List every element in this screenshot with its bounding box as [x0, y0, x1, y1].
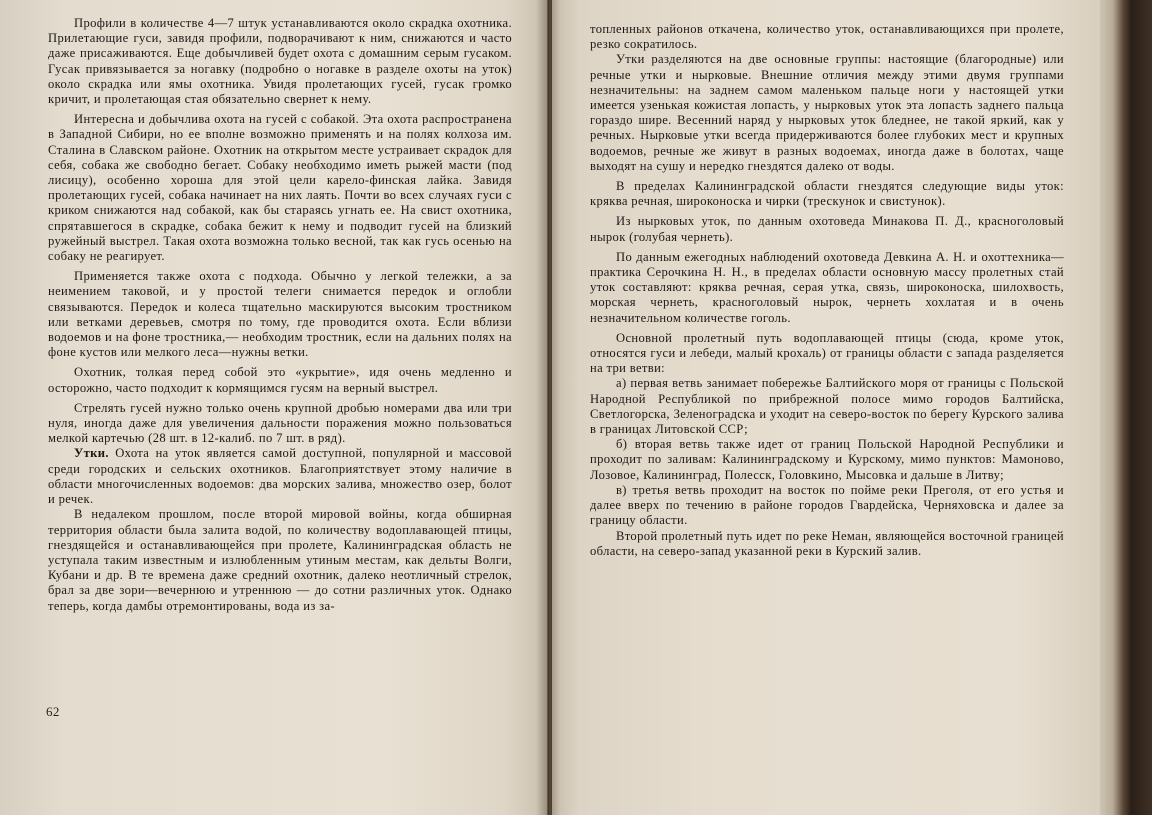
paragraph: б) вторая ветвь также идет от границ Польской Народной Республики и проходит по заливам: Калининградскому и Курскому, мимо пунктов: Мамоново, Лозовое, Калининград, Полесск, Головкино, Мысовка и дальше в Литву; — [590, 437, 1064, 482]
paragraph: Стрелять гусей нужно только очень крупной дробью номерами два или три нуля, иногда даже для увеличения дальности поражения можно пользоваться мелкой картечью (28 шт. в 12-калиб. по 7 шт. в ряд). — [48, 400, 512, 446]
page-number: 62 — [46, 704, 60, 719]
ducks-paragraph — [48, 446, 512, 507]
paragraph: Профили в количестве 4—7 штук устанавливаются около скрадка охотника. Прилетающие гуси, завидя профили, подворачивают к ним, снижаются и часто даже присаживаются. Еще добычливей будет охота с домашним серым гусаком. Гусак привязывается за ногавку (подробно о ногавке в разделе охоты на уток) около скрадка или ямы охотника. Увидя пролетающих гусей, гусак громко кричит, и пролетающая стая обязательно свернет к нему. — [48, 16, 512, 107]
paragraph: Применяется также охота с подхода. Обычно у легкой тележки, а за неимением таковой, и у простой телеги снимается передок и оглобли связываются. Передок и колеса тщательно маскируются высоким тростником или ветками деревьев, смотря по тому, где проводится охота. Если вблизи водоемов и на фоне тростника,— необходим тростник, если на дальних полях на фоне кустов или мелкого леса—нужны ветки. — [48, 269, 512, 360]
ducks-heading: Утки. — [74, 446, 109, 461]
paragraph: Из нырковых уток, по данным охотоведа Минакова П. Д., красноголовый нырок (голубая чернеть). — [590, 214, 1064, 244]
right-page — [552, 0, 1100, 815]
book-edge — [1100, 0, 1152, 815]
paragraph: Второй пролетный путь идет по реке Неман, являющейся восточной границей области, на северо-запад указанной реки в Курский залив. — [590, 528, 1064, 558]
ducks-text: Охота на уток является самой доступной, популярной и массовой среди городских и сельских охотников. Благоприятствует этому наличие в области многочисленных водоемов: два морских залива, множество озер, болот и речек. — [48, 446, 512, 507]
paragraph: Основной пролетный путь водоплавающей птицы (сюда, кроме уток, относятся гуси и лебеди, малый крохаль) от границы области с запада разделяется на три ветви: — [590, 330, 1064, 376]
paragraph: а) первая ветвь занимает побережье Балтийского моря от границы с Польской Народной Республикой по прибрежной полосе мимо городов Балтийска, Светлогорска, Зеленоградска и уходит на северо-восток по берегу Курского залива в границах Литовской ССР; — [590, 376, 1064, 437]
left-page — [0, 0, 548, 815]
continued-paragraph: топленных районов откачена, количество уток, останавливающихся при пролете, резко сократилось. — [590, 22, 1064, 52]
paragraph: По данным ежегодных наблюдений охотоведа Девкина А. Н. и охоттехника—практика Серочкина Н. Н., в пределах области основную массу пролетных стай уток составляют: кряква речная, серая утка, связь, широконоска, шилохвость, морская чернеть, красноголовый нырок, чернеть хохлатая и в очень незначительном количестве гоголь. — [590, 249, 1064, 325]
paragraph: Интересна и добычлива охота на гусей с собакой. Эта охота распространена в Западной Сибири, но ее вполне возможно применять и на полях колхоза им. Сталина в Славском районе. Охотник на открытом месте устраивает скрадок для себя, собака же свободно бегает. Собаку необходимо иметь рыжей масти (под лисицу), особенно хороша для этой цели карело-финская лайка. Завидя пролетающих гусей, собака начинает на них лаять. Почти во всех случаях гуси с криком снижаются над собакой, как бы стараясь угнать ее. На свист охотника, спрятавшегося в скрадке, собака бежит к нему и подводит гусей на близкий ружейный выстрел. Такая охота возможна только весной, так как гусь осенью на собаку не реагирует. — [48, 112, 512, 264]
paragraph: Охотник, толкая перед собой это «укрытие», идя очень медленно и осторожно, часто подходит к кормящимся гусям на верный выстрел. — [48, 365, 512, 395]
paragraph: в) третья ветвь проходит на восток по пойме реки Преголя, от его устья и далее вверх по течению в районе городов Гвардейска, Черняховска и далее за границу области. — [590, 482, 1064, 528]
paragraph: В недалеком прошлом, после второй мировой войны, когда обширная территория области была залита водой, по количеству водоплавающей птицы, гнездящейся и останавливающейся при пролете, Калининградская область не уступала таким известным и излюбленным утиным местам, как дельты Волги, Кубани и др. В те времена даже средний охотник, далеко неотличный стрелок, брал за две зори—вечернюю и утреннюю — до сотни различных уток. Однако теперь, когда дамбы отремонтированы, вода из за- — [48, 507, 512, 613]
paragraph: Утки разделяются на две основные группы: настоящие (благородные) или речные утки и нырковые. Внешние отличия между этими двумя группами незначительны: на заднем самом маленьком пальце ноги у настоящей утки имеется узенькая кожистая лопасть, у нырковых уток эта лопасть заднего пальца гораздо шире. Весенний наряд у нырковых уток бледнее, не такой яркий, как у речных. Нырковые утки всегда придерживаются более глубоких мест и крупных водоемов, речные же живут в разных водоемах, иногда даже в болотах, чаще выходят на сушу и нередко гнездятся далеко от воды. — [590, 52, 1064, 173]
paragraph: В пределах Калининградской области гнездятся следующие виды уток: кряква речная, широконоска и чирки (трескунок и свистунок). — [590, 179, 1064, 209]
book-gutter — [536, 0, 560, 815]
